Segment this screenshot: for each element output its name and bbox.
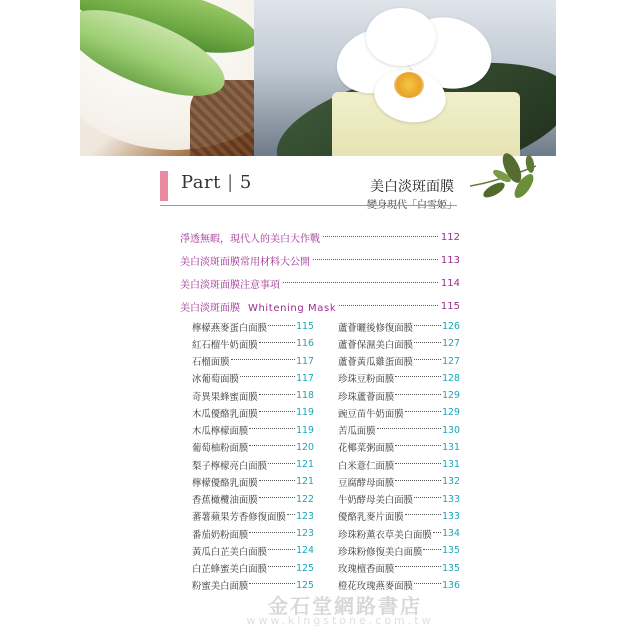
dot-leader [249,428,295,429]
main-toc-list [180,226,460,318]
dot-leader [323,236,438,237]
toc-entry[interactable] [192,508,314,525]
entry-page: 125 [296,579,314,591]
entry-label: 珍珠粉修復美白面膜 [338,546,423,558]
entry-page: 123 [296,528,314,540]
entry-page: 116 [296,338,314,350]
entry-page: 115 [296,321,314,333]
entry-page: 114 [440,278,460,289]
entry-page: 119 [296,407,314,419]
dot-leader [405,514,441,515]
part-separator: | [227,172,234,193]
entry-label: 牛奶酵母美白面膜 [338,495,414,507]
dot-leader [395,376,441,377]
toc-entry[interactable] [192,491,314,508]
part-heading [181,172,252,193]
entry-label: 粉蜜美白面膜 [192,581,249,593]
entry-label: 美白淡斑面膜注意事項 [180,276,283,291]
entry-page: 119 [296,424,314,436]
entry-page: 133 [442,493,460,505]
entry-label: 花椰菜粥面膜 [338,443,395,455]
toc-entry[interactable] [192,335,314,352]
toc-entry[interactable] [192,456,314,473]
entry-page: 129 [442,390,460,402]
entry-page: 135 [442,545,460,557]
entry-page: 117 [296,372,314,384]
entry-label: 香蕉橄欖油面膜 [192,495,258,507]
orchid-soap-photo [254,0,556,156]
toc-entry[interactable] [338,422,460,439]
watermark-url: www.kingstone.com.tw [246,614,434,627]
dot-leader [395,566,441,567]
dot-leader [405,411,441,412]
entry-page: 123 [296,510,314,522]
entry-label: 珍珠蘆薈面膜 [338,391,395,403]
chapter-title: 美白淡斑面膜 [370,179,454,195]
dot-leader [377,428,442,429]
entry-label: 豆腐酵母面膜 [338,477,395,489]
entry-page: 134 [442,528,460,540]
entry-label: 優酪乳麥片面膜 [338,512,404,524]
entry-label: 苦瓜面膜 [338,426,376,438]
dot-leader [414,359,441,360]
dot-leader [313,259,438,260]
entry-label: 蕃薯蘋果芳香修復面膜 [192,512,286,524]
entry-page: 121 [296,476,314,488]
entry-label: 橙花玫瑰燕麥面膜 [338,581,414,593]
entry-label: 蘆薈保濕美白面膜 [338,339,414,351]
entry-label: 美白淡斑面膜常用材料大公開 [180,253,313,268]
entry-page: 136 [442,579,460,591]
dot-leader [423,549,441,550]
dot-leader [339,305,438,306]
entry-label: 淨透無暇，現代人的美白大作戰 [180,230,323,245]
entry-label: 檸檬優酪乳面膜 [192,477,258,489]
main-toc-entry[interactable] [180,226,460,249]
entry-label: 珍珠豆粉面膜 [338,374,395,386]
entry-label: 玫瑰檀香面膜 [338,564,395,576]
toc-entry[interactable] [192,370,314,387]
toc-entry[interactable] [338,525,460,542]
part-accent-tab [160,171,168,201]
entry-label: 檸檬燕麥蛋白面膜 [192,322,268,334]
dot-leader [249,532,295,533]
toc-entry[interactable] [338,370,460,387]
dot-leader [268,566,295,567]
entry-page: 125 [296,562,314,574]
entry-label: 黃瓜白芷美白面膜 [192,546,268,558]
entry-label: 木瓜檸檬面膜 [192,426,249,438]
main-toc-entry[interactable] [180,249,460,272]
toc-entry[interactable] [338,387,460,404]
dot-leader [433,532,441,533]
entry-label: 葡萄柚粉面膜 [192,443,249,455]
entry-page: 131 [442,441,460,453]
header-divider [160,205,457,206]
dot-leader [259,480,295,481]
chapter-subtitle [367,196,457,211]
toc-entry[interactable] [192,387,314,404]
toc-entry[interactable] [192,353,314,370]
toc-entry[interactable] [192,560,314,577]
entry-page: 124 [296,545,314,557]
dot-leader [249,583,295,584]
entry-page: 118 [296,390,314,402]
entry-label: 紅石榴牛奶面膜 [192,339,258,351]
toc-entry[interactable] [338,335,460,352]
dot-leader [287,514,295,515]
toc-entry[interactable] [338,560,460,577]
part-number: 5 [239,172,252,193]
part-word: Part [181,172,221,193]
entry-label-zh: 美白淡斑面膜 [180,303,240,314]
entry-label: 白米薏仁面膜 [338,460,395,472]
toc-left-column [192,318,314,594]
toc-entry[interactable] [338,491,460,508]
dot-leader [268,549,295,550]
entry-label: 番茄奶粉面膜 [192,529,249,541]
aloe-photo [80,0,254,156]
entry-page: 133 [442,510,460,522]
dot-leader [414,342,441,343]
dot-leader [259,342,295,343]
entry-label: 冰葡萄面膜 [192,374,239,386]
dot-leader [240,376,295,377]
dot-leader [414,583,441,584]
toc-entry[interactable] [192,422,314,439]
entry-page: 127 [442,338,460,350]
dot-leader [231,359,296,360]
entry-page: 131 [442,459,460,471]
entry-page: 115 [440,301,460,312]
entry-page: 120 [296,441,314,453]
dot-leader [395,394,441,395]
toc-entry[interactable] [192,404,314,421]
toc-entry[interactable] [192,473,314,490]
dot-leader [395,480,441,481]
dot-leader [259,497,295,498]
toc-entry[interactable] [192,542,314,559]
dot-leader [414,497,441,498]
entry-label [180,299,339,314]
entry-page: 129 [442,407,460,419]
dot-leader [395,445,441,446]
dot-leader [268,325,295,326]
entry-page: 127 [442,355,460,367]
dot-leader [249,445,295,446]
toc-entry[interactable] [338,508,460,525]
toc-entry[interactable] [192,525,314,542]
entry-label: 豌豆苗牛奶面膜 [338,408,404,420]
entry-label: 奇異果蜂蜜面膜 [192,391,258,403]
leaf-sprig-icon [466,146,542,210]
entry-label: 蘆薈黃瓜雞蛋面膜 [338,357,414,369]
entry-label: 梨子檸檬亮白面膜 [192,460,268,472]
entry-label: 白芷蜂蜜美白面膜 [192,564,268,576]
toc-entry[interactable] [338,353,460,370]
entry-label: 木瓜優酪乳面膜 [192,408,258,420]
entry-page: 117 [296,355,314,367]
toc-entry[interactable] [338,318,460,335]
toc-entry[interactable] [192,318,314,335]
toc-entry[interactable] [338,404,460,421]
dot-leader [259,411,295,412]
toc-entry[interactable] [338,542,460,559]
entry-page: 135 [442,562,460,574]
toc-entry[interactable] [338,456,460,473]
entry-page: 121 [296,459,314,471]
dot-leader [414,325,441,326]
entry-label: 珍珠粉薰衣草美白面膜 [338,529,432,541]
entry-page: 130 [442,424,460,436]
entry-page: 112 [440,232,460,243]
toc-right-column [338,318,460,594]
toc-entry[interactable] [338,473,460,490]
entry-page: 113 [440,255,460,266]
toc-entry[interactable] [338,439,460,456]
watermark-text: 金石堂網路書店 [268,594,422,618]
dot-leader [395,463,441,464]
main-toc-entry[interactable] [180,295,460,318]
entry-page: 122 [296,493,314,505]
toc-entry[interactable] [192,439,314,456]
entry-label: 蘆薈曬後修復面膜 [338,322,414,334]
dot-leader [283,282,438,283]
entry-label: 石榴面膜 [192,357,230,369]
entry-label-en: Whitening Mask [248,303,337,314]
entry-page: 132 [442,476,460,488]
dot-leader [268,463,295,464]
entry-page: 126 [442,321,460,333]
dot-leader [259,394,295,395]
main-toc-entry[interactable] [180,272,460,295]
entry-page: 128 [442,372,460,384]
